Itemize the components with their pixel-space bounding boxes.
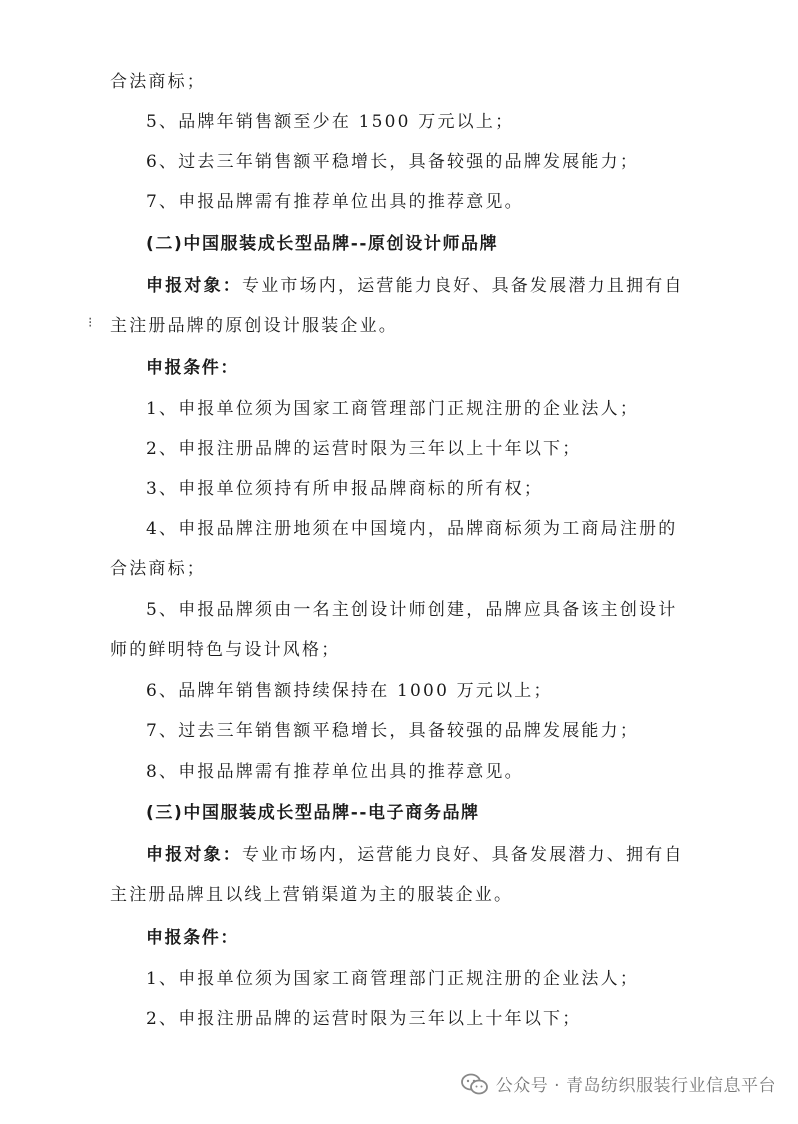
watermark-text: 公众号 · 青岛纺织服装行业信息平台 (495, 1076, 776, 1096)
paragraph-line (146, 843, 684, 867)
list-item: 5、申报品牌须由一名主创设计师创建，品牌应具备该主创设计 (146, 600, 678, 620)
list-item: 6、品牌年销售额持续保持在 1000 万元以上； (146, 681, 553, 701)
list-item: 8、申报品牌需有推荐单位出具的推荐意见。 (146, 762, 524, 782)
text-line: 合法商标； (110, 72, 206, 92)
conditions-heading: 申报条件： (146, 358, 239, 378)
list-item: 2、申报注册品牌的运营时限为三年以上十年以下； (146, 439, 582, 459)
section-heading: (三)中国服装成长型品牌--电子商务品牌 (146, 803, 480, 823)
list-item: 5、品牌年销售额至少在 1500 万元以上； (146, 112, 515, 132)
paragraph-line: 主注册品牌的原创设计服装企业。 (110, 316, 398, 336)
list-item: 6、过去三年销售额平稳增长，具备较强的品牌发展能力； (146, 152, 640, 172)
applicant-label: 申报对象： (146, 276, 242, 296)
list-item: 2、申报注册品牌的运营时限为三年以上十年以下； (146, 1009, 582, 1029)
watermark (460, 1071, 776, 1096)
list-item: 3、申报单位须持有所申报品牌商标的所有权； (146, 479, 544, 499)
paragraph-line: 主注册品牌且以线上营销渠道为主的服装企业。 (110, 885, 514, 905)
conditions-heading: 申报条件： (146, 928, 239, 948)
applicant-label: 申报对象： (146, 845, 242, 865)
applicant-text: 专业市场内，运营能力良好、具备发展潜力、拥有自 (242, 845, 684, 865)
list-item-continuation: 合法商标； (110, 559, 206, 579)
list-item: 1、申报单位须为国家工商管理部门正规注册的企业法人； (146, 969, 640, 989)
list-item: 7、过去三年销售额平稳增长，具备较强的品牌发展能力； (146, 721, 640, 741)
margin-mark: ⁝ (88, 315, 93, 331)
list-item: 7、申报品牌需有推荐单位出具的推荐意见。 (146, 192, 524, 212)
applicant-text: 专业市场内，运营能力良好、具备发展潜力且拥有自 (242, 276, 684, 296)
paragraph-line (146, 274, 684, 298)
list-item: 4、申报品牌注册地须在中国境内，品牌商标须为工商局注册的 (146, 519, 678, 539)
wechat-icon (460, 1072, 490, 1096)
list-item-continuation: 师的鲜明特色与设计风格； (110, 640, 341, 660)
section-heading: (二)中国服装成长型品牌--原创设计师品牌 (146, 234, 499, 254)
list-item: 1、申报单位须为国家工商管理部门正规注册的企业法人； (146, 399, 640, 419)
